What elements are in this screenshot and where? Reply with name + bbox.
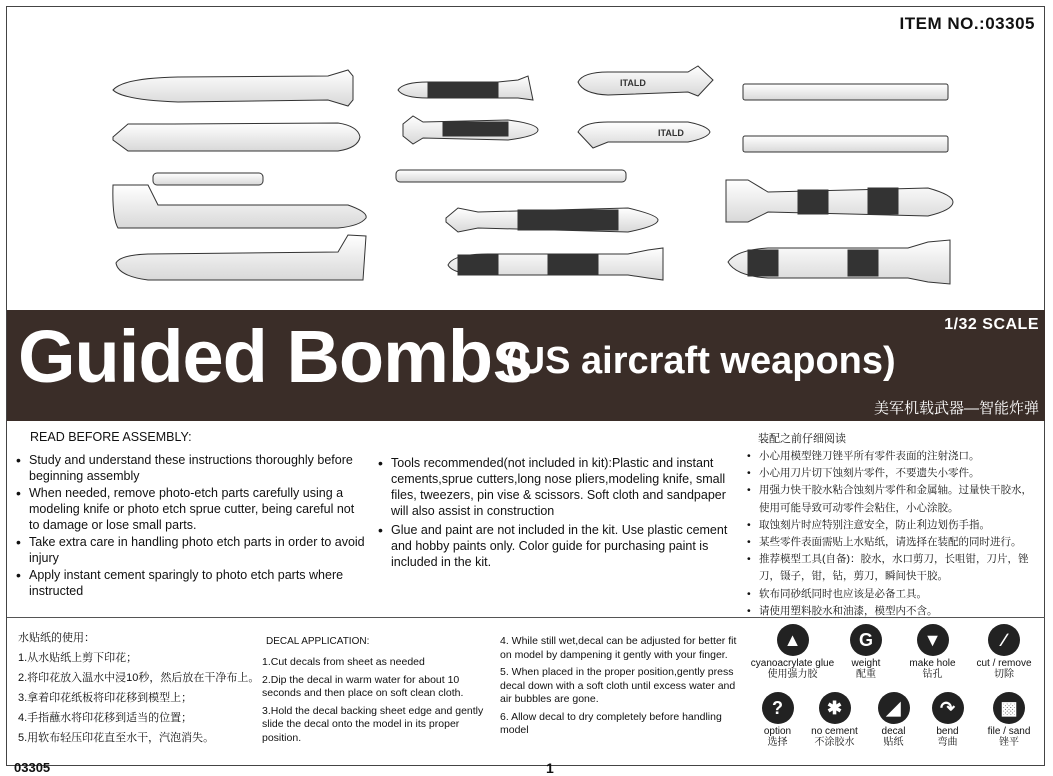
- list-item: 5.用软布轻压印花直至水干，汽泡消失。: [18, 732, 215, 744]
- read-before-right: [378, 455, 738, 571]
- jassm-missile-2: [113, 123, 360, 151]
- rack-1: [743, 84, 948, 100]
- list-item: 3.拿着印花纸板将印花移到模型上；: [18, 692, 193, 704]
- list-item: 2.将印花放入温水中浸10秒，然后放在干净布上。: [18, 672, 260, 684]
- list-item: • Study and understand these instructions thoroughly before beginning assembly: [16, 452, 366, 484]
- list-item: • Tools recommended(not included in kit):Plastic and instant cements,sprue cutters,long nose pliers,modeling knife, small files, tweezers, pin vise & scissors. Soft cloth and sandpaper will also assist in construction: [378, 455, 738, 519]
- list-item: 4.手指蘸水将印花移到适当的位置；: [18, 712, 193, 724]
- list-item: 2.Dip the decal in warm water for about 10 seconds and then place on soft clean cloth.: [262, 673, 464, 699]
- no-cement-icon: ✱ no cement 不涂胶水: [807, 692, 862, 748]
- page-subtitle: (US aircraft weapons): [505, 340, 896, 382]
- list-item: • 小心用刀片切下蚀刻片零件，不要遗失小零件。: [745, 465, 1035, 482]
- list-item: • 软布同砂纸同时也应该是必备工具。: [745, 586, 1035, 603]
- list-item: • Glue and paint are not included in the kit. Use plastic cement and hobby paints only. Color guide for purchasing paint is included in the kit.: [378, 522, 738, 570]
- list-item: 1.从水贴纸上剪下印花；: [18, 652, 138, 664]
- page-title: Guided Bombs: [18, 315, 533, 398]
- decal-application-title: DECAL APPLICATION:: [266, 636, 370, 647]
- list-item: • 请使用塑料胶水和油漆，模型内不含。: [745, 603, 1035, 620]
- item-number: ITEM NO.:03305: [899, 14, 1035, 33]
- read-before-title: READ BEFORE ASSEMBLY:: [30, 430, 192, 444]
- bomb-illustrations: [8, 40, 1045, 310]
- list-item: 1.Cut decals from sheet as needed: [262, 656, 425, 668]
- decal-steps-right: [500, 635, 740, 742]
- italD-label-1: ITALD: [620, 78, 646, 88]
- decal-icon: ◢ decal 贴纸: [871, 692, 916, 748]
- cn-notes-title: 装配之前仔细阅读: [758, 433, 846, 445]
- symbol-legend: [745, 624, 1045, 754]
- page-number: 1: [546, 760, 554, 776]
- title-chinese: 美军机载武器—智能炸弹: [873, 400, 1039, 417]
- knife-icon: ∕ cut / remove 切除: [969, 624, 1039, 680]
- rack-2: [743, 136, 948, 152]
- list-item: 4. While still wet,decal can be adjusted for better fit on model by dampening it gently with your finger.: [500, 635, 737, 661]
- list-item: • Take extra care in handling photo etch parts in order to avoid injury: [16, 534, 366, 566]
- water-decal-cn: [18, 628, 259, 748]
- list-item: • 用强力快干胶水粘合蚀刻片零件和金属轴。过量快干胶水，使用可能导致可动零件会粘住，小心涂胶。: [745, 482, 1035, 516]
- bend-icon: ↷ bend 弯曲: [925, 692, 970, 748]
- file-icon: ▩ file / sand 锉平: [979, 692, 1039, 748]
- glide-bomb-1: [113, 185, 366, 228]
- section-divider: [7, 617, 1045, 618]
- pylon-2: [396, 170, 626, 182]
- list-item: 5. When placed in the proper position,gently press decal down with a soft cloth until excess water and air bubbles are gone.: [500, 666, 736, 705]
- question-icon: ? option 选择: [755, 692, 800, 748]
- jassm-missile-1: [113, 70, 353, 106]
- list-item: 3.Hold the decal backing sheet edge and gently slide the decal onto the model in its proper position.: [262, 704, 484, 744]
- footer-item-code: 03305: [14, 760, 51, 775]
- list-item: • When needed, remove photo-etch parts carefully using a modeling knife or photo etch sprue cutter, being careful not to damage or lose small parts.: [16, 485, 366, 533]
- list-item: 6. Allow decal to dry completely before handling model: [500, 710, 722, 736]
- pylon-1: [153, 173, 263, 185]
- cn-notes-list: [745, 448, 1035, 620]
- scale-label: 1/32 SCALE: [944, 316, 1039, 333]
- list-item: • 某些零件表面需贴上水贴纸，请选择在装配的同时进行。: [745, 534, 1035, 551]
- list-item: • 小心用模型锉刀锉平所有零件表面的注射浇口。: [745, 448, 1035, 465]
- glue-bottle-icon: ▲ cyanoacrylate glue 使用强力胶: [745, 624, 840, 680]
- italD-label-2: ITALD: [658, 128, 684, 138]
- paveway-bomb-1: [726, 180, 953, 222]
- read-before-left: [16, 452, 366, 600]
- list-item: • 推荐模型工具(自备)：胶水，水口剪刀，长咀钳，刀片，锉刀，镊子，钳，钻，剪刀，瞬间快干胶。: [745, 551, 1035, 585]
- glide-bomb-2: [116, 235, 366, 280]
- decal-steps-left: [262, 656, 487, 749]
- water-decal-title: 水贴纸的使用：: [18, 632, 95, 644]
- drill-icon: ▼ make hole 钻孔: [905, 624, 960, 680]
- list-item: • 取蚀刻片时应特别注意安全，防止利边划伤手指。: [745, 517, 1035, 534]
- itald-decoy-2: [578, 122, 710, 148]
- list-item: • Apply instant cement sparingly to photo etch parts where instructed: [16, 567, 366, 599]
- weight-icon: G weight 配重: [841, 624, 891, 680]
